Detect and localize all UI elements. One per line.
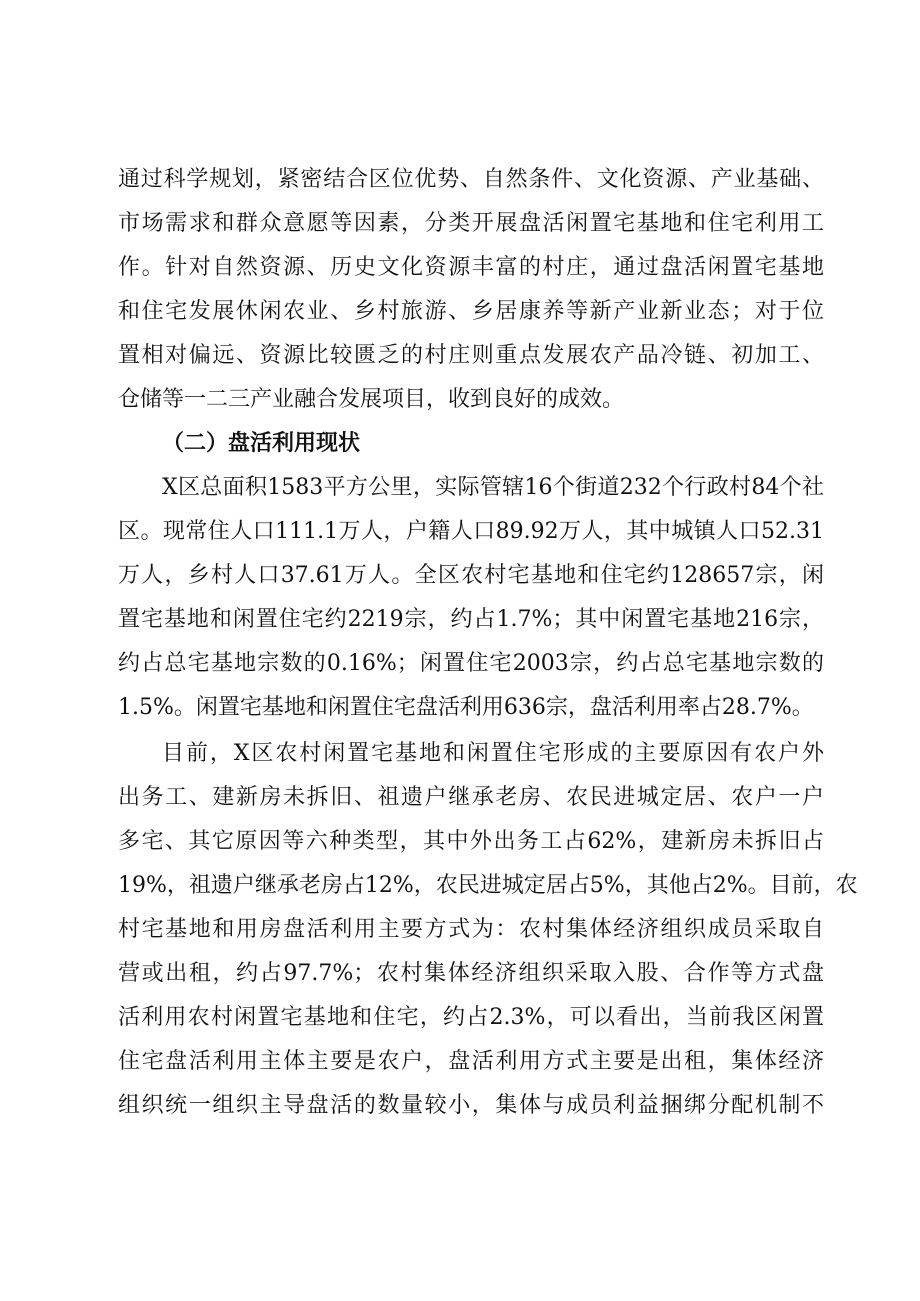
section-heading: （二）盘活利用现状 <box>162 431 361 456</box>
text-line: 1.5%。闲置宅基地和闲置住宅盘活利用636宗，盘活利用率占28.7%。 <box>118 695 814 720</box>
paragraph-current-status <box>118 466 824 730</box>
text-line: 多宅、其它原因等六种类型，其中外出务工占62%，建新房未拆旧占 <box>118 829 824 854</box>
text-line: 目前，X区农村闲置宅基地和闲置住宅形成的主要原因有农户外 <box>162 741 824 766</box>
paragraph-planning <box>118 158 824 422</box>
text-line: 万人，乡村人口37.61万人。全区农村宅基地和住宅约128657宗，闲 <box>118 563 824 588</box>
text-line: 活利用农村闲置宅基地和住宅，约占2.3%，可以看出，当前我区闲置 <box>118 1005 824 1030</box>
text-line: 约占总宅基地宗数的0.16%；闲置住宅2003宗，约占总宅基地宗数的 <box>118 651 824 676</box>
text-line: 住宅盘活利用主体主要是农户，盘活利用方式主要是出租，集体经济 <box>118 1049 824 1074</box>
text-line: 仓储等一二三产业融合发展项目，收到良好的成效。 <box>118 387 625 412</box>
text-line: 和住宅发展休闲农业、乡村旅游、乡居康养等新产业新业态；对于位 <box>118 299 824 324</box>
text-line: 置宅基地和闲置住宅约2219宗，约占1.7%；其中闲置宅基地216宗， <box>118 607 824 632</box>
text-line: 市场需求和群众意愿等因素，分类开展盘活闲置宅基地和住宅利用工 <box>118 211 824 236</box>
text-line: 19%，祖遗户继承老房占12%，农民进城定居占5%，其他占2%。目前，农 <box>118 873 858 898</box>
text-line: 区。现常住人口111.1万人，户籍人口89.92万人，其中城镇人口52.31 <box>118 519 824 544</box>
text-line: 营或出租，约占97.7%；农村集体经济组织采取入股、合作等方式盘 <box>118 961 824 986</box>
paragraph-causes <box>118 732 858 1128</box>
text-line: X区总面积1583平方公里，实际管辖16个街道232个行政村84个社 <box>162 475 824 500</box>
document-page <box>118 158 858 1128</box>
text-line: 置相对偏远、资源比较匮乏的村庄则重点发展农产品冷链、初加工、 <box>118 343 824 368</box>
text-line: 组织统一组织主导盘活的数量较小，集体与成员利益捆绑分配机制不 <box>118 1093 824 1118</box>
text-line: 通过科学规划，紧密结合区位优势、自然条件、文化资源、产业基础、 <box>118 167 824 192</box>
text-line: 出务工、建新房未拆旧、祖遗户继承老房、农民进城定居、农户一户 <box>118 785 824 810</box>
text-line: 作。针对自然资源、历史文化资源丰富的村庄，通过盘活闲置宅基地 <box>118 255 824 280</box>
text-line: 村宅基地和用房盘活利用主要方式为：农村集体经济组织成员采取自 <box>118 917 824 942</box>
